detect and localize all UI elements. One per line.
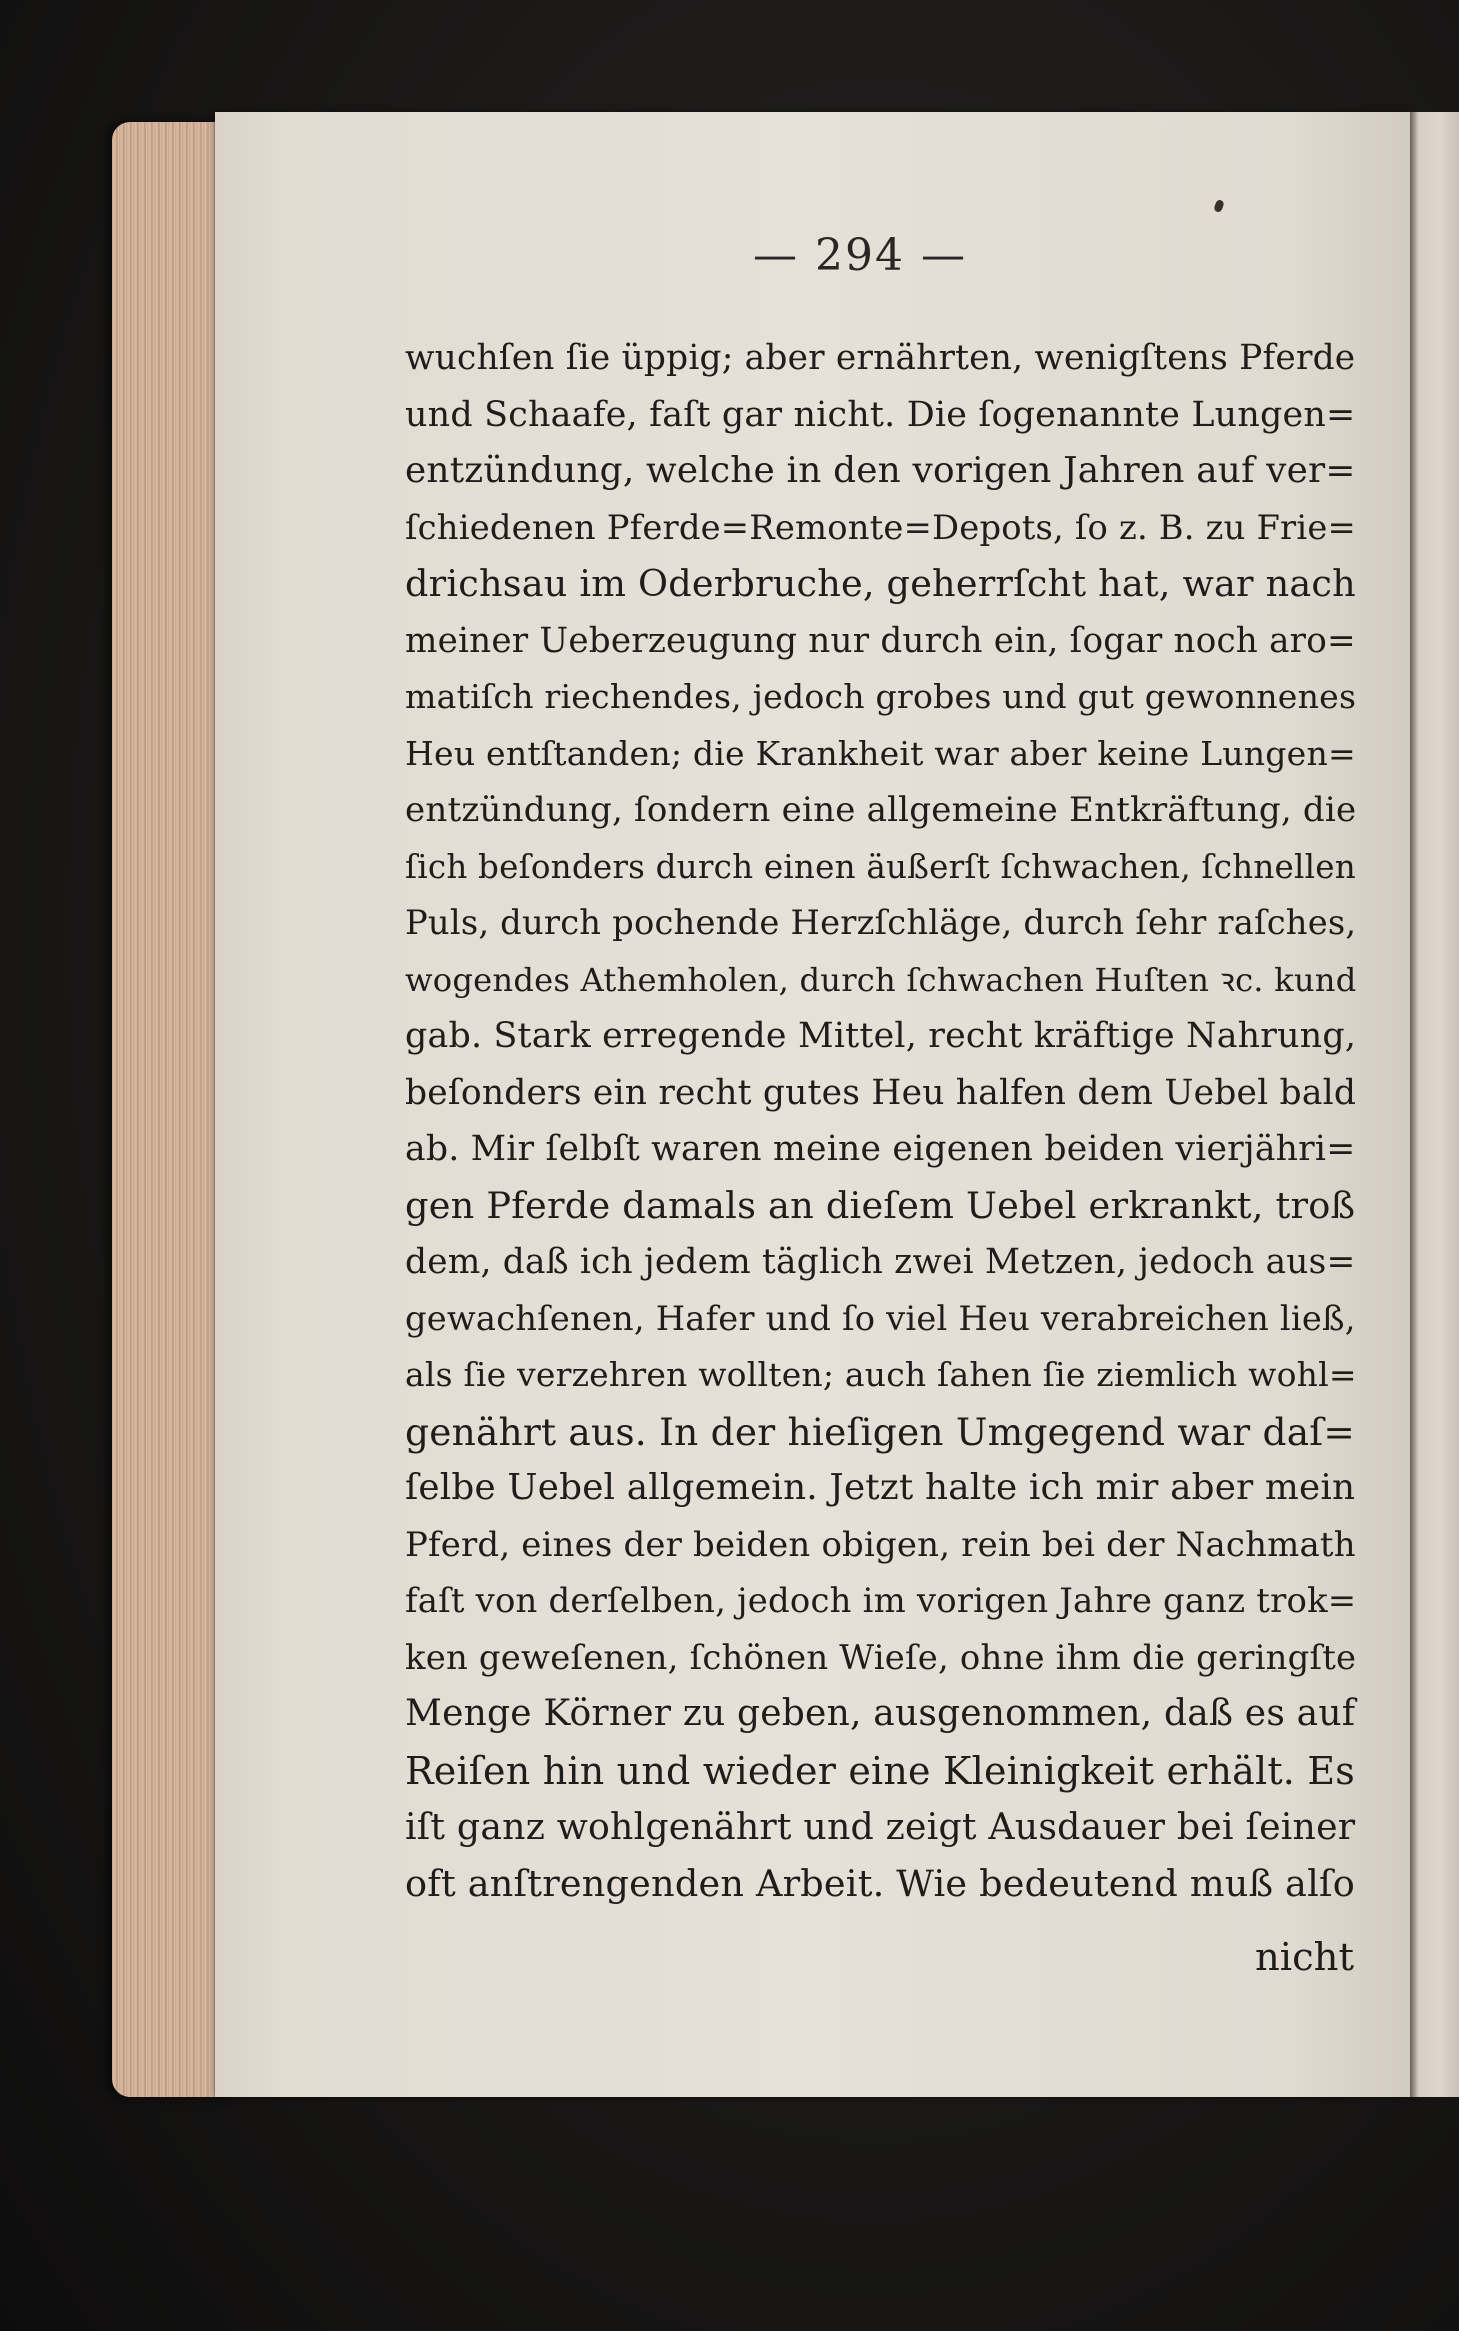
text-line: drichsau im Oderbruche, geherrſcht hat, war nach <box>405 562 1356 605</box>
page-edges <box>112 122 232 2097</box>
text-line: faſt von derſelben, jedoch im vorigen Jahre ganz trok= <box>405 1581 1357 1620</box>
text-line: entzündung, welche in den vorigen Jahren auf ver= <box>405 450 1356 491</box>
text-line: oft anſtrengenden Arbeit. Wie bedeutend muß alſo <box>405 1861 1355 1905</box>
text-line: ſelbe Uebel allgemein. Jetzt halte ich mir aber mein <box>405 1467 1356 1508</box>
text-line: ſich beſonders durch einen äußerſt ſchwachen, ſchnellen <box>405 847 1356 886</box>
text-line: wogendes Athemholen, durch ſchwachen Huſten ꝛc. kund <box>405 960 1357 999</box>
facing-page-edge <box>1410 112 1459 2097</box>
text-line: Reiſen hin und wieder eine Kleinigkeit erhält. Es <box>405 1748 1355 1793</box>
text-line: gewachſenen, Hafer und ſo viel Heu verabreichen ließ, <box>405 1298 1356 1338</box>
text-line: gen Pferde damals an dieſem Uebel erkrankt, troß <box>405 1183 1356 1227</box>
text-line: ab. Mir ſelbſt waren meine eigenen beiden vierjähri= <box>405 1129 1356 1169</box>
text-line: Heu entſtanden; die Krankheit war aber keine Lungen= <box>405 733 1356 773</box>
text-line: wuchſen ſie üppig; aber ernährten, wenigſtens Pferde <box>405 338 1356 378</box>
text-line: als ſie verzehren wollten; auch ſahen ſie ziemlich wohl= <box>405 1355 1357 1394</box>
page-number: — 294 — <box>753 230 967 281</box>
text-line: ken geweſenen, ſchönen Wieſe, ohne ihm die geringſte <box>405 1637 1357 1677</box>
text-line: gab. Stark erregende Mittel, recht kräftige Nahrung, <box>405 1016 1357 1056</box>
text-line: beſonders ein recht gutes Heu halfen dem Uebel bald <box>405 1072 1357 1113</box>
text-line: und Schaafe, faſt gar nicht. Die ſogenannte Lungen= <box>405 394 1356 435</box>
text-line: Pferd, eines der beiden obigen, rein bei der Nachmath <box>405 1524 1356 1564</box>
catchword: nicht <box>1255 1935 1354 1980</box>
text-line: ſchiedenen Pferde=Remonte=Depots, ſo z. B. zu Frie= <box>405 507 1357 547</box>
text-line: iſt ganz wohlgenährt und zeigt Ausdauer bei ſeiner <box>405 1805 1356 1848</box>
text-line: Puls, durch pochende Herzſchläge, durch ſehr raſches, <box>405 903 1357 942</box>
text-line: entzündung, ſondern eine allgemeine Entkräftung, die <box>405 790 1357 830</box>
body-text <box>405 330 1355 1912</box>
text-line: matiſch riechendes, jedoch grobes und gut gewonnenes <box>405 677 1357 716</box>
text-line: Menge Körner zu geben, ausgenommen, daß es auf <box>405 1693 1356 1734</box>
text-line: genährt aus. In der hieſigen Umgegend war daſ= <box>405 1409 1355 1454</box>
text-line: dem, daß ich jedem täglich zwei Metzen, jedoch aus= <box>405 1242 1356 1282</box>
text-line: meiner Ueberzeugung nur durch ein, ſogar noch aro= <box>405 620 1356 661</box>
